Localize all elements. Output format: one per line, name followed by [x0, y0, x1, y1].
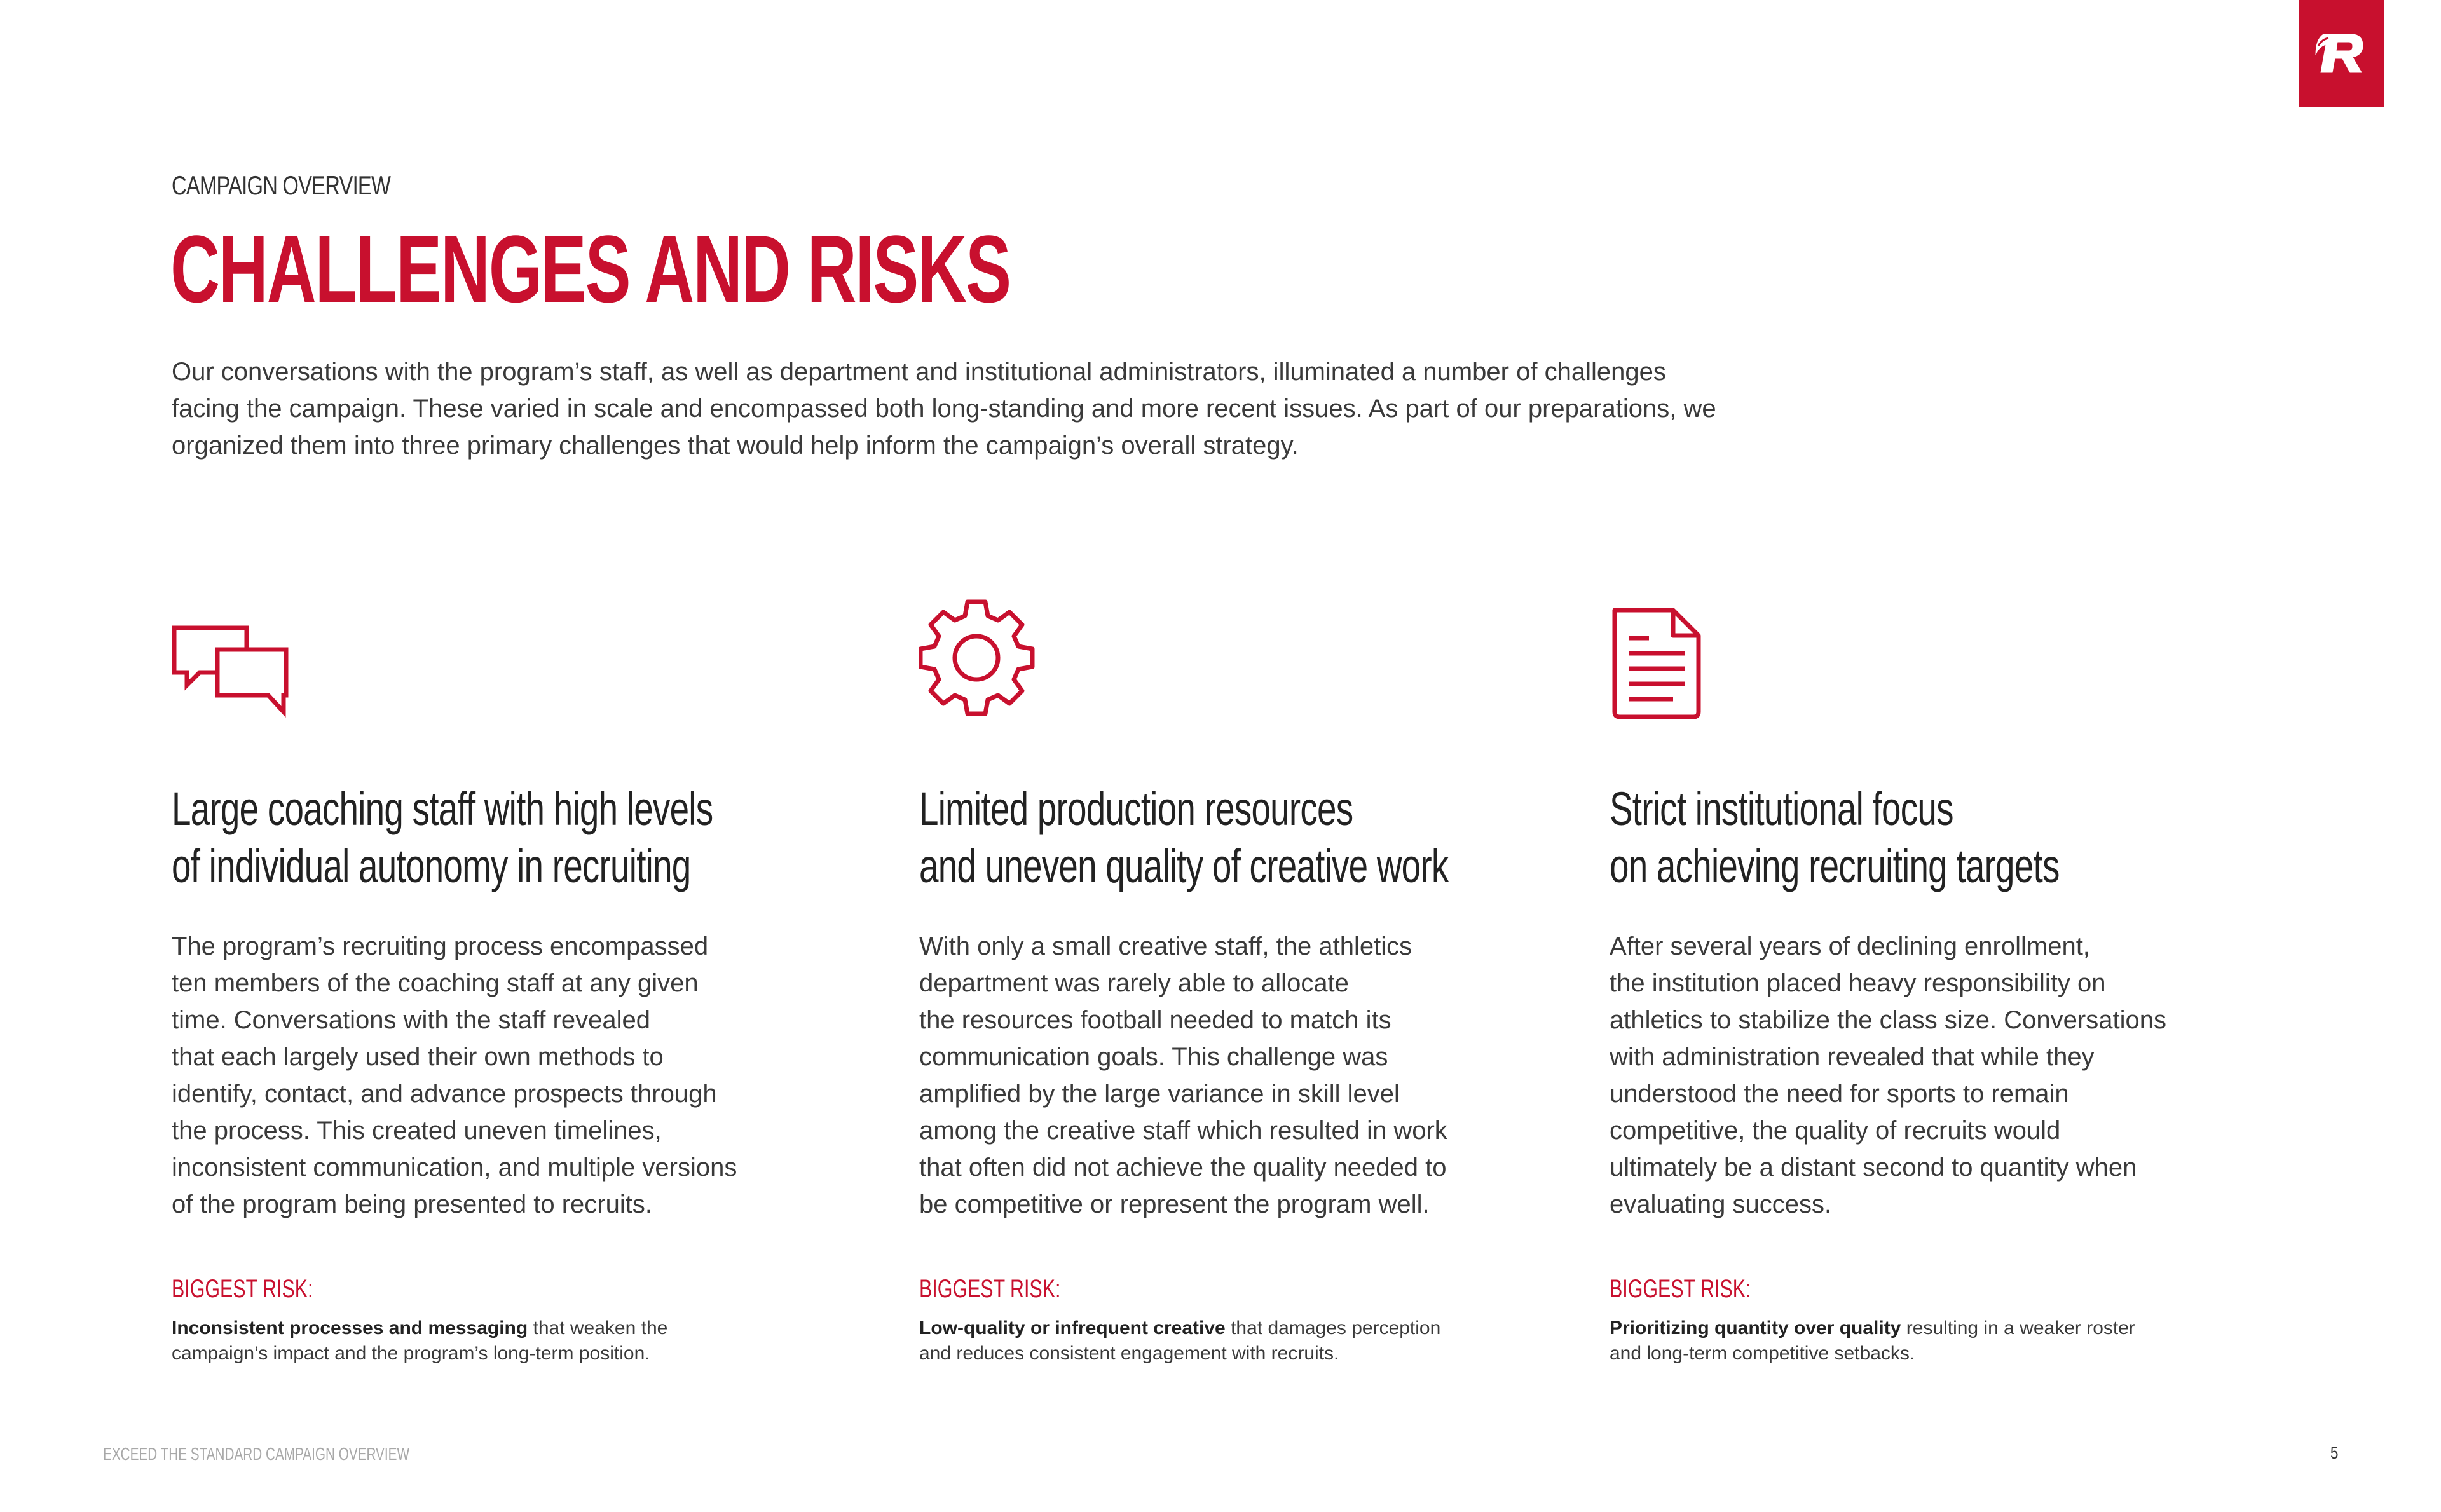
body-line: competitive, the quality of recruits would [1610, 1117, 2061, 1145]
risk-text-rest: resulting in a weaker roster [1901, 1318, 2135, 1338]
body-line: communication goals. This challenge was [919, 1043, 1388, 1071]
body-line: among the creative staff which resulted in work [919, 1117, 1447, 1145]
risk-emphasis: Low-quality or infrequent creative [919, 1318, 1226, 1338]
document-icon [1610, 597, 2220, 725]
challenge-body [172, 928, 795, 1223]
body-line: ultimately be a distant second to quantity when [1610, 1154, 2137, 1182]
biggest-risk-label: BIGGEST RISK: [919, 1275, 1061, 1303]
challenge-heading-line: on achieving recruiting targets [1610, 840, 2060, 892]
challenge-body [919, 928, 1542, 1223]
body-line: identify, contact, and advance prospects through [172, 1080, 717, 1108]
body-line: time. Conversations with the staff revealed [172, 1006, 650, 1034]
body-line: inconsistent communication, and multiple versions [172, 1154, 737, 1182]
gear-icon [919, 597, 1529, 725]
body-line: department was rarely able to allocate [919, 969, 1349, 997]
section-eyebrow: CAMPAIGN OVERVIEW [172, 170, 391, 200]
body-line: that each largely used their own methods to [172, 1043, 664, 1071]
intro-line: organized them into three primary challenges that would help inform the campaign’s overall strategy. [172, 432, 1299, 460]
risk-text-rest: that damages perception [1225, 1318, 1441, 1338]
intro-line: facing the campaign. These varied in scale and encompassed both long-standing and more recent issues. As part of our preparations, we [172, 395, 1716, 423]
footer-document-title: EXCEED THE STANDARD CAMPAIGN OVERVIEW [103, 1444, 410, 1464]
body-line: the institution placed heavy responsibility on [1610, 969, 2106, 997]
body-line: With only a small creative staff, the athletics [919, 932, 1412, 960]
logo-r-icon [2309, 22, 2373, 85]
challenge-heading [919, 780, 1449, 895]
biggest-risk-label: BIGGEST RISK: [172, 1275, 313, 1303]
biggest-risk-label: BIGGEST RISK: [1610, 1275, 1751, 1303]
brand-logo [2299, 0, 2384, 107]
challenge-column-institutional [1610, 597, 2220, 1364]
body-line: of the program being presented to recruits. [172, 1190, 652, 1218]
body-line: the process. This created uneven timelines, [172, 1117, 662, 1145]
challenge-heading-line: Strict institutional focus [1610, 782, 1953, 835]
body-line: After several years of declining enrollment, [1610, 932, 2090, 960]
body-line: The program’s recruiting process encompassed [172, 932, 709, 960]
biggest-risk-text [919, 1316, 1542, 1366]
page-number: 5 [2330, 1443, 2339, 1462]
challenge-heading-line: of individual autonomy in recruiting [172, 840, 691, 892]
body-line: understood the need for sports to remain [1610, 1080, 2069, 1108]
risk-text-line: and long-term competitive setbacks. [1610, 1343, 1915, 1364]
chat-bubbles-icon [172, 597, 807, 725]
body-line: the resources football needed to match its [919, 1006, 1391, 1034]
intro-paragraph [172, 353, 1799, 464]
body-line: athletics to stabilize the class size. Conversations [1610, 1006, 2166, 1034]
biggest-risk-text [172, 1316, 795, 1366]
risk-text-line: and reduces consistent engagement with recruits. [919, 1343, 1339, 1364]
biggest-risk-text [1610, 1316, 2232, 1366]
risk-emphasis: Inconsistent processes and messaging [172, 1318, 528, 1338]
body-line: that often did not achieve the quality needed to [919, 1154, 1447, 1182]
body-line: ten members of the coaching staff at any given [172, 969, 699, 997]
challenge-body [1610, 928, 2232, 1223]
body-line: evaluating success. [1610, 1190, 1832, 1218]
risk-emphasis: Prioritizing quantity over quality [1610, 1318, 1901, 1338]
body-line: amplified by the large variance in skill level [919, 1080, 1400, 1108]
intro-line: Our conversations with the program’s staff, as well as department and institutional administrators, illuminated a number of challenges [172, 358, 1666, 386]
body-line: be competitive or represent the program well. [919, 1190, 1430, 1218]
challenge-heading [172, 780, 713, 895]
challenge-heading-line: and uneven quality of creative work [919, 840, 1449, 892]
challenge-column-production [919, 597, 1529, 1364]
challenge-column-coaching [172, 597, 807, 1364]
challenge-heading [1610, 780, 2060, 895]
body-line: with administration revealed that while they [1610, 1043, 2095, 1071]
risk-text-line: campaign’s impact and the program’s long-term position. [172, 1343, 650, 1364]
challenge-heading-line: Limited production resources [919, 782, 1353, 835]
page-title: CHALLENGES AND RISKS [170, 215, 1010, 322]
risk-text-rest: that weaken the [528, 1318, 668, 1338]
challenge-heading-line: Large coaching staff with high levels [172, 782, 713, 835]
